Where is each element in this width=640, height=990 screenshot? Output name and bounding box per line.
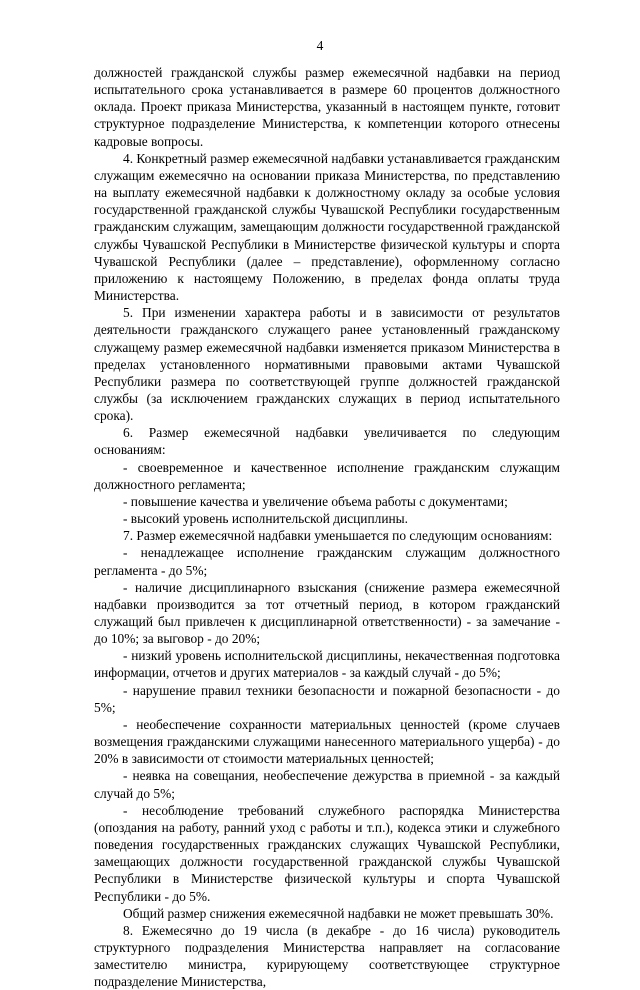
paragraph: 5. При изменении характера работы и в зависимости от результатов деятельности гражданского служащего ранее установленный гражданскому служащему размер ежемесячной надбавки изменяется приказом Министерства в пределах установленного нормативными правовыми актами Чувашской Республики размера по соответствующей группе должностей гражданской службы (за исключением гражданских служащих в период испытательного срока). bbox=[94, 305, 560, 424]
paragraph: - необеспечение сохранности материальных ценностей (кроме случаев возмещения гражданскими служащими нанесенного материального ущерба) - до 20% в зависимости от стоимости материальных ценностей; bbox=[94, 716, 560, 767]
paragraph: 8. Ежемесячно до 19 числа (в декабре - до 16 числа) руководитель структурного подразделения Министерства направляет на согласование заместителю министра, курирующему соответствующее структурное подразделение Министерства, bbox=[94, 922, 560, 990]
paragraph: 6. Размер ежемесячной надбавки увеличивается по следующим основаниям: bbox=[94, 425, 560, 458]
paragraph: - своевременное и качественное исполнение гражданским служащим должностного регламента; bbox=[94, 459, 560, 492]
paragraph: - неявка на совещания, необеспечение дежурства в приемной - за каждый случай до 5%; bbox=[94, 768, 560, 801]
document-body bbox=[94, 64, 560, 990]
page-number: 4 bbox=[316, 38, 324, 53]
paragraph: - низкий уровень исполнительской дисциплины, некачественная подготовка информации, отчетов и других материалов - за каждый случай - до 5%; bbox=[94, 648, 560, 681]
paragraph: должностей гражданской службы размер ежемесячной надбавки на период испытательного срока устанавливается в размере 60 процентов должностного оклада. Проект приказа Министерства, указанный в настоящем пункте, готовит структурное подразделение Министерства, к компетенции которого отнесены кадровые вопросы. bbox=[94, 65, 560, 149]
paragraph: 4. Конкретный размер ежемесячной надбавки устанавливается гражданским служащим ежемесячно на основании приказа Министерства, по представлению на выплату ежемесячной надбавки к должностному окладу за особые условия государственной гражданской службы Чувашской Республики государственным гражданским служащим, замещающим должности государственной гражданской службы Чувашской Республики в Министерстве физической культуры и спорта Чувашской Республики (далее – представление), оформленному согласно приложению к настоящему Положению, в пределах фонда оплаты труда Министерства. bbox=[94, 150, 560, 304]
paragraph: 7. Размер ежемесячной надбавки уменьшается по следующим основаниям: bbox=[123, 528, 553, 544]
paragraph: Общий размер снижения ежемесячной надбавки не может превышать 30%. bbox=[123, 905, 554, 921]
paragraph: - ненадлежащее исполнение гражданским служащим должностного регламента - до 5%; bbox=[94, 545, 560, 578]
paragraph: - высокий уровень исполнительской дисциплины. bbox=[123, 511, 408, 527]
paragraph: - наличие дисциплинарного взыскания (снижение размера ежемесячной надбавки производится за тот отчетный период, в котором гражданский служащий был привлечен к дисциплинарной ответственности) - за замечание - до 10%; за выговор - до 20%; bbox=[94, 579, 560, 647]
paragraph: - несоблюдение требований служебного распорядка Министерства (опоздания на работу, ранний уход с работы и т.п.), кодекса этики и служебного поведения государственных гражданских служащих Чувашской Республики, замещающих должности государственной гражданской службы Чувашской Республики в Министерстве физической культуры и спорта Чувашской Республики - до 5%. bbox=[94, 802, 560, 904]
paragraph: - повышение качества и увеличение объема работы с документами; bbox=[123, 493, 508, 509]
paragraph: - нарушение правил техники безопасности и пожарной безопасности - до 5%; bbox=[94, 682, 560, 715]
